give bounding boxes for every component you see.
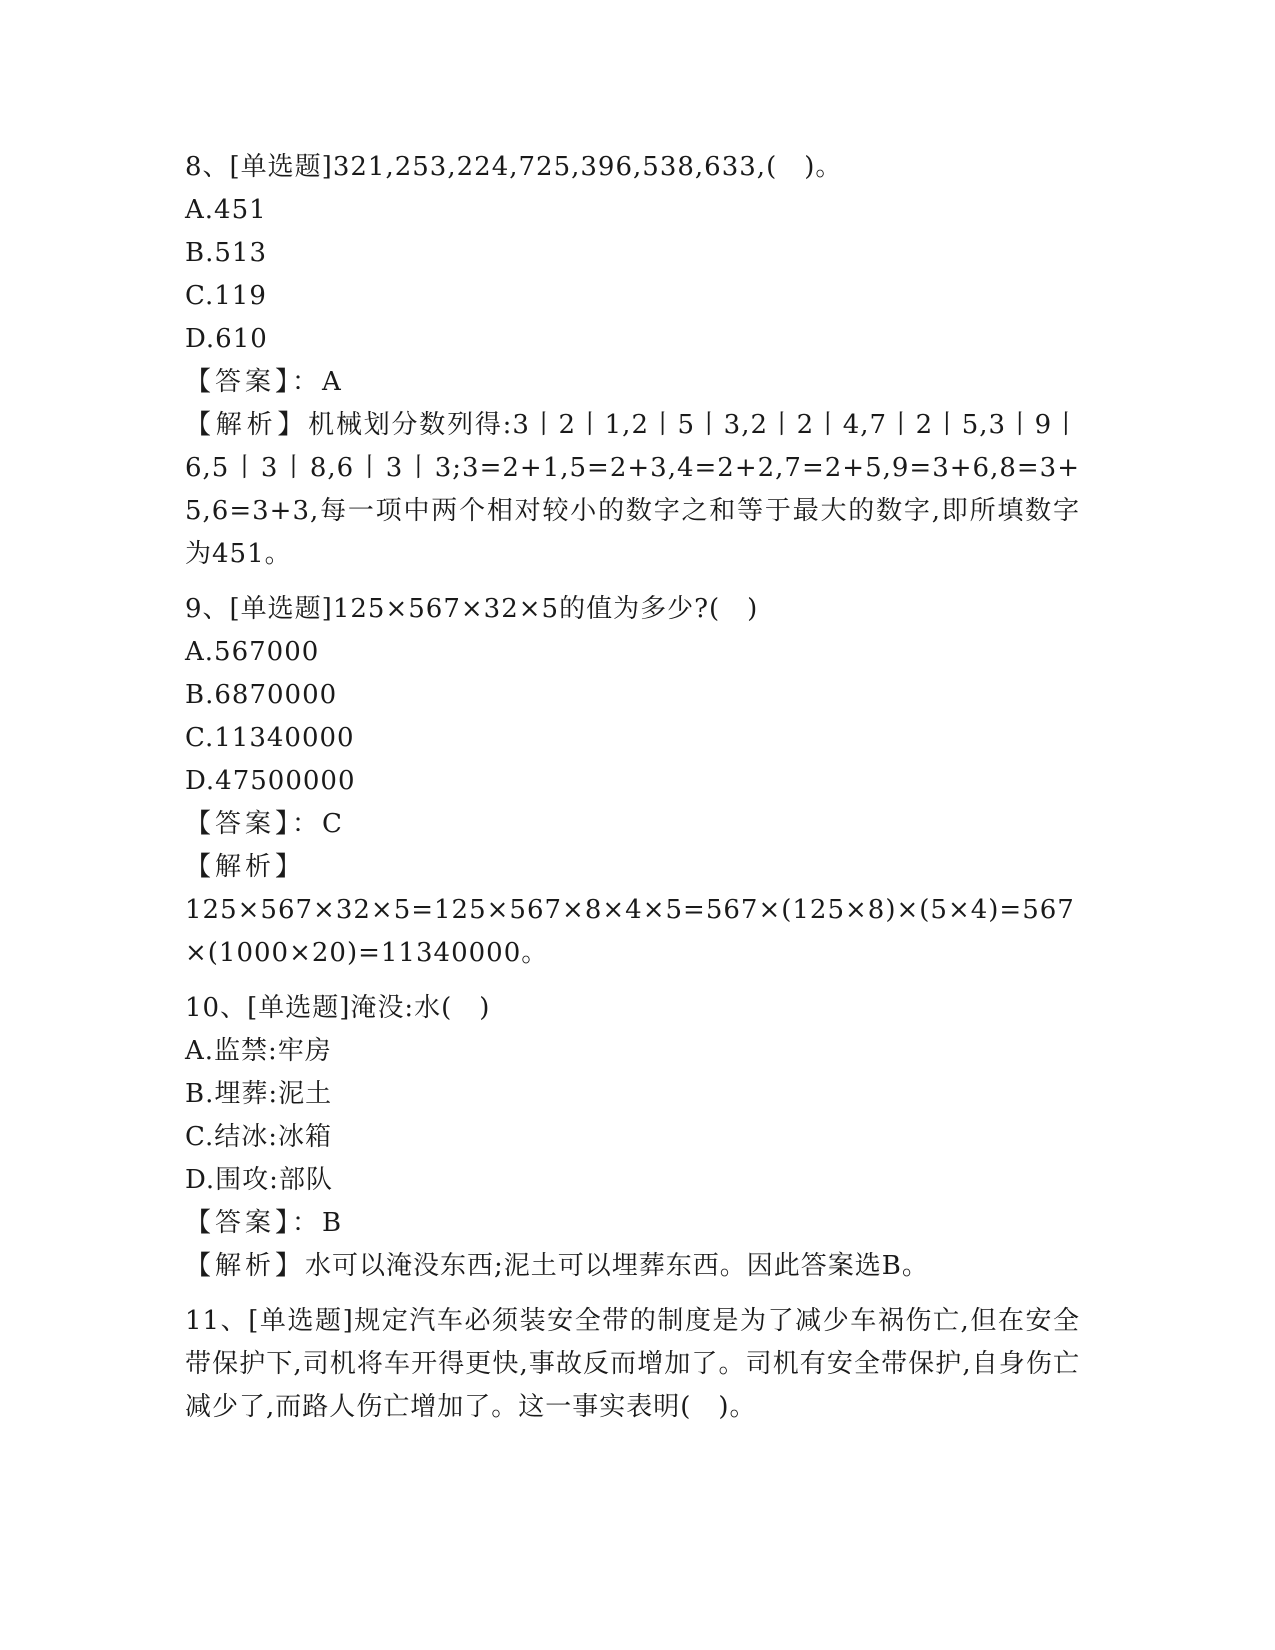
option-c: C.结冰:冰箱 [185,1122,332,1152]
analysis-label: 【解析】 [185,1251,306,1281]
question-stem: 9、[单选题]125×567×32×5的值为多少?( ) [185,594,759,624]
answer-value: C [322,809,343,839]
analysis-line [185,1245,1080,1288]
option-d: D.47500000 [185,766,356,796]
question-11 [185,1300,1080,1429]
answer-line [185,1202,1080,1245]
analysis-text: 水可以淹没东西;泥土可以埋葬东西。因此答案选B。 [305,1251,929,1281]
option-b: B.埋葬:泥土 [185,1079,333,1109]
question-9 [185,588,1080,975]
answer-label: 【答案】： [185,809,323,839]
analysis-text: 机械划分数列得:3丨2丨1,2丨5丨3,2丨2丨4,7丨2丨5,3丨9丨6,5丨3丨8,6丨3丨3;3=2+1,5=2+3,4=2+2,7=2+5,9=3+6,8=3+5,6=3+3,每一项中两个相对较小的数字之和等于最大的数字,即所填数字为451。 [185,410,1080,569]
analysis-line [185,404,1080,576]
answer-label: 【答案】： [185,367,323,397]
answer-label: 【答案】： [185,1208,323,1238]
question-stem: 11、[单选题]规定汽车必须装安全带的制度是为了减少车祸伤亡,但在安全带保护下,司机将车开得更快,事故反而增加了。司机有安全带保护,自身伤亡减少了,而路人伤亡增加了。这一事实表明( )。 [185,1306,1080,1422]
answer-line [185,361,1080,404]
answer-value: A [322,367,342,397]
option-a: A.567000 [185,637,320,667]
analysis-text: 125×567×32×5=125×567×8×4×5=567×(125×8)×(5×4)=567×(1000×20)=11340000。 [185,895,1075,968]
option-c: C.11340000 [185,723,355,753]
option-d: D.610 [185,324,268,354]
answer-value: B [322,1208,343,1238]
analysis-label-text: 【解析】 [185,852,306,882]
option-a: A.监禁:牢房 [185,1036,332,1066]
option-b: B.513 [185,238,267,268]
question-stem: 10、[单选题]淹没:水( ) [185,993,491,1023]
option-b: B.6870000 [185,680,338,710]
question-stem: 8、[单选题]321,253,224,725,396,538,633,( )。 [185,152,843,182]
analysis-label: 【解析】 [185,410,309,440]
analysis-label [185,846,1080,889]
question-8 [185,146,1080,576]
option-c: C.119 [185,281,267,311]
option-a: A.451 [185,195,267,225]
question-10 [185,987,1080,1288]
answer-line [185,803,1080,846]
document-page [185,146,1080,1441]
option-d: D.围攻:部队 [185,1165,333,1195]
